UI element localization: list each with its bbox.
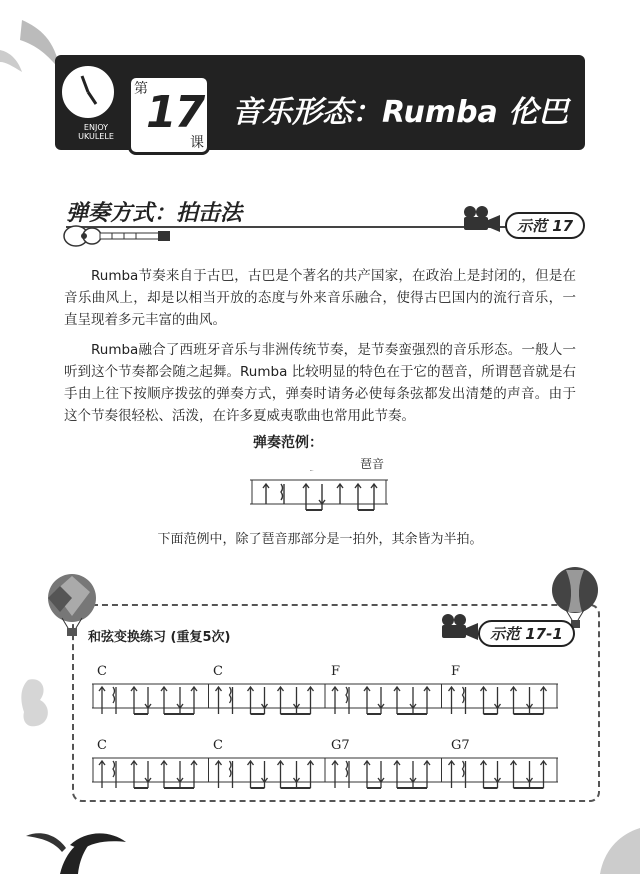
chord-label: C (97, 738, 107, 753)
arpeggio-label: 琶音 (360, 457, 385, 471)
rhythm-example-staff (250, 470, 390, 516)
leaf-decoration (0, 50, 22, 72)
rhythm-measure (332, 761, 430, 788)
paragraph-2: Rumba融合了西班牙音乐与非洲传统节奏，是节奏蛮强烈的音乐形态。一般人一听到这个节奏都会随之起舞。Rumba 比较明显的特色在于它的琶音，所谓琶音就是右手由上往下按顺序拨弦的弹奏方式，弹奏时请务必使每条弦都发出清楚的声音。由于这个节奏很轻松、活泼，在许多夏威夷歌曲也常用此节奏。 (64, 342, 576, 424)
rhythm-staff-row-1 (92, 678, 562, 724)
chord-label: C (97, 664, 107, 679)
demo-badge: 示范 17 (505, 212, 585, 239)
section-title: 弹奏方式：拍击法 (66, 201, 243, 226)
edge-decoration (21, 679, 48, 726)
brand-line-2: UKULELE (78, 132, 114, 141)
brand-label (66, 123, 126, 141)
rhythm-measure (332, 687, 430, 714)
chord-label: F (451, 664, 461, 679)
paragraph-1: Rumba节奏来自于古巴，古巴是个著名的共产国家，在政治上是封闭的，但是在音乐曲风上，却是以相当开放的态度与外来音乐融合，使得古巴国内的流行音乐，一直呈现着多元丰富的曲风。 (64, 268, 576, 328)
leaf-decoration (600, 828, 640, 874)
palm-decoration (26, 833, 66, 852)
demo-badge-2: 示范 17-1 (478, 620, 575, 647)
chord-label: G7 (331, 738, 350, 753)
rhythm-measure (216, 687, 314, 714)
practice-title: 和弦变换练习 (重复5次) (88, 630, 231, 645)
chord-label: C (213, 738, 223, 753)
lesson-number: 17 (146, 87, 204, 138)
chord-label: F (331, 664, 341, 679)
lesson-prefix: 第 (134, 81, 148, 97)
chord-label: C (213, 664, 223, 679)
clock-icon (58, 62, 118, 122)
palm-decoration (70, 833, 126, 850)
rhythm-measure (449, 687, 547, 714)
camera-icon (460, 204, 504, 234)
example-note: 下面范例中，除了琶音那部分是一拍外，其余皆为半拍。 (157, 532, 483, 547)
rhythm-measure (99, 687, 197, 714)
rhythm-measure (216, 761, 314, 788)
rhythm-measure (99, 761, 197, 788)
chord-label: G7 (451, 738, 470, 753)
ukulele-icon (62, 222, 172, 250)
rhythm-measure (449, 761, 547, 788)
brand-line-1: ENJOY (83, 123, 109, 132)
example-label: 弹奏范例： (253, 435, 323, 451)
leaf-decoration (20, 20, 60, 70)
camera-icon (438, 612, 482, 642)
page-title: 音乐形态：Rumba 伦巴 (232, 95, 569, 130)
rhythm-staff-row-2 (92, 752, 562, 798)
lesson-suffix: 课 (190, 135, 204, 151)
